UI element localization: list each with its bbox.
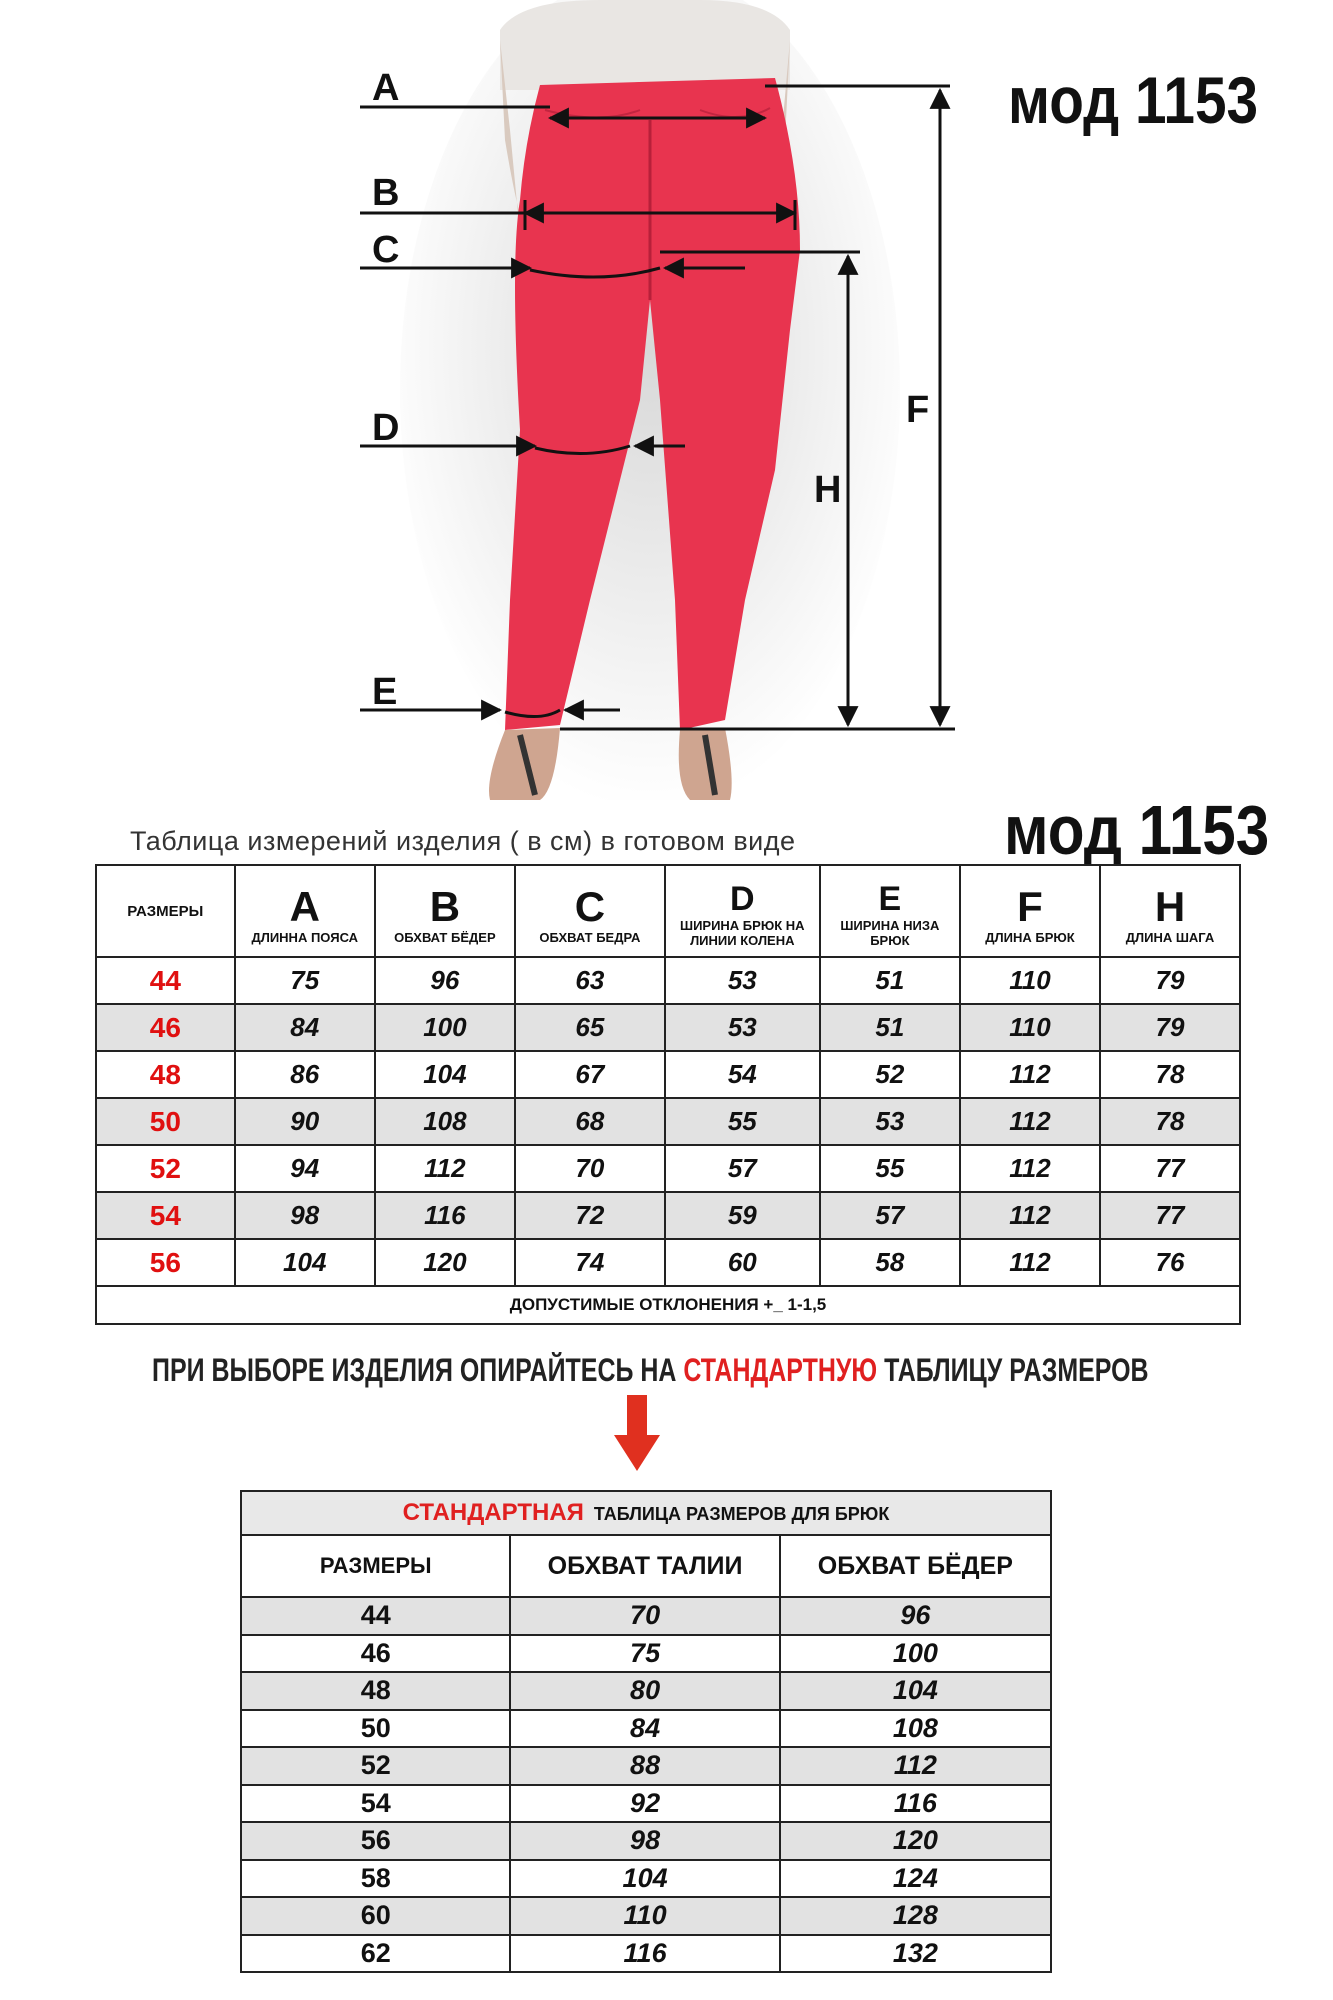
size-cell: 48 [96,1051,235,1098]
value-cell: 112 [960,1145,1100,1192]
value-cell: 108 [375,1098,515,1145]
measurement-table [95,864,1241,1325]
col-header: D ШИРИНА БРЮК НА ЛИНИИ КОЛЕНА [665,865,820,957]
value-cell: 124 [780,1860,1051,1898]
size-cell: 50 [96,1098,235,1145]
value-cell: 57 [820,1192,960,1239]
value-cell: 70 [515,1145,665,1192]
value-cell: 58 [820,1239,960,1286]
value-cell: 86 [235,1051,375,1098]
standard-size-table [240,1490,1052,1973]
value-cell: 88 [510,1747,779,1785]
value-cell: 75 [235,957,375,1004]
value-cell: 108 [780,1710,1051,1748]
label-d: D [372,407,400,449]
measurement-caption: Таблица измерений изделия ( в см) в готовом виде [130,826,796,856]
value-cell: 55 [820,1145,960,1192]
value-cell: 116 [375,1192,515,1239]
value-cell: 77 [1100,1192,1240,1239]
value-cell: 79 [1100,957,1240,1004]
standard-table-title-row [241,1491,1051,1535]
table-row [241,1897,1051,1935]
value-cell: 84 [235,1004,375,1051]
size-cell: 56 [96,1239,235,1286]
size-cell: 46 [96,1004,235,1051]
value-cell: 80 [510,1672,779,1710]
value-cell: 112 [960,1098,1100,1145]
model-label-table: мод 1153 [1004,791,1270,869]
value-cell: 104 [510,1860,779,1898]
label-c: C [372,229,400,271]
table-row [241,1710,1051,1748]
value-cell: 77 [1100,1145,1240,1192]
label-b: B [372,172,400,214]
value-cell: 53 [665,1004,820,1051]
value-cell: 53 [665,957,820,1004]
col-header: C ОБХВАТ БЕДРА [515,865,665,957]
table-row [96,1098,1240,1145]
value-cell: 104 [780,1672,1051,1710]
value-cell: 54 [665,1051,820,1098]
value-cell: 110 [510,1897,779,1935]
value-cell: 104 [235,1239,375,1286]
tolerance-note-row [96,1286,1240,1324]
value-cell: 52 [820,1051,960,1098]
table-row [241,1635,1051,1673]
measurement-header-row [96,865,1240,957]
table-row [241,1860,1051,1898]
table-row [96,1051,1240,1098]
value-cell: 116 [510,1935,779,1973]
value-cell: 96 [375,957,515,1004]
value-cell: 120 [780,1822,1051,1860]
size-cell: 44 [241,1597,510,1635]
value-cell: 53 [820,1098,960,1145]
value-cell: 112 [375,1145,515,1192]
value-cell: 51 [820,957,960,1004]
label-a: A [372,67,400,109]
value-cell: 78 [1100,1051,1240,1098]
table-row [241,1822,1051,1860]
value-cell: 112 [960,1192,1100,1239]
size-cell: 44 [96,957,235,1004]
label-h: H [814,469,842,511]
table-row [241,1935,1051,1973]
size-cell: 46 [241,1635,510,1673]
value-cell: 100 [780,1635,1051,1673]
standard-col-header: ОБХВАТ БЁДЕР [780,1535,1051,1597]
value-cell: 65 [515,1004,665,1051]
model-torso [500,0,790,90]
table-row [96,957,1240,1004]
value-cell: 55 [665,1098,820,1145]
table-row [241,1747,1051,1785]
table-row [241,1785,1051,1823]
value-cell: 116 [780,1785,1051,1823]
value-cell: 72 [515,1192,665,1239]
value-cell: 92 [510,1785,779,1823]
value-cell: 96 [780,1597,1051,1635]
size-cell: 52 [241,1747,510,1785]
value-cell: 100 [375,1004,515,1051]
value-cell: 84 [510,1710,779,1748]
value-cell: 67 [515,1051,665,1098]
table-row [96,1145,1240,1192]
value-cell: 60 [665,1239,820,1286]
col-header: B ОБХВАТ БЁДЕР [375,865,515,957]
label-f: F [906,389,930,431]
advice-text: ПРИ ВЫБОРЕ ИЗДЕЛИЯ ОПИРАЙТЕСЬ НА СТАНДАРТНУЮ ТАБЛИЦУ РАЗМЕРОВ [152,1352,1149,1388]
value-cell: 98 [510,1822,779,1860]
value-cell: 68 [515,1098,665,1145]
table-row [96,1004,1240,1051]
value-cell: 112 [780,1747,1051,1785]
size-header: РАЗМЕРЫ [96,865,235,957]
value-cell: 75 [510,1635,779,1673]
value-cell: 51 [820,1004,960,1051]
value-cell: 128 [780,1897,1051,1935]
value-cell: 110 [960,957,1100,1004]
table-row [241,1597,1051,1635]
value-cell: 74 [515,1239,665,1286]
standard-table-title: СТАНДАРТНАЯ ТАБЛИЦА РАЗМЕРОВ ДЛЯ БРЮК [241,1491,1051,1535]
value-cell: 132 [780,1935,1051,1973]
label-e: E [372,671,398,713]
col-header: E ШИРИНА НИЗА БРЮК [820,865,960,957]
value-cell: 70 [510,1597,779,1635]
value-cell: 120 [375,1239,515,1286]
value-cell: 98 [235,1192,375,1239]
standard-col-header: ОБХВАТ ТАЛИИ [510,1535,779,1597]
table-row [96,1192,1240,1239]
standard-header-row [241,1535,1051,1597]
value-cell: 78 [1100,1098,1240,1145]
value-cell: 79 [1100,1004,1240,1051]
size-cell: 62 [241,1935,510,1973]
col-header: A ДЛИННА ПОЯСА [235,865,375,957]
standard-col-header: РАЗМЕРЫ [241,1535,510,1597]
value-cell: 59 [665,1192,820,1239]
value-cell: 57 [665,1145,820,1192]
size-cell: 58 [241,1860,510,1898]
size-cell: 54 [241,1785,510,1823]
table-row [241,1672,1051,1710]
value-cell: 90 [235,1098,375,1145]
tolerance-note: ДОПУСТИМЫЕ ОТКЛОНЕНИЯ +_ 1-1,5 [96,1286,1240,1324]
size-cell: 54 [96,1192,235,1239]
value-cell: 112 [960,1051,1100,1098]
value-cell: 104 [375,1051,515,1098]
model-label-top: мод 1153 [1008,63,1259,137]
size-cell: 48 [241,1672,510,1710]
size-cell: 52 [96,1145,235,1192]
size-cell: 56 [241,1822,510,1860]
down-arrow-icon [612,1395,662,1473]
value-cell: 112 [960,1239,1100,1286]
size-cell: 60 [241,1897,510,1935]
col-header: H ДЛИНА ШАГА [1100,865,1240,957]
value-cell: 76 [1100,1239,1240,1286]
value-cell: 94 [235,1145,375,1192]
value-cell: 63 [515,957,665,1004]
table-row [96,1239,1240,1286]
size-cell: 50 [241,1710,510,1748]
col-header: F ДЛИНА БРЮК [960,865,1100,957]
value-cell: 110 [960,1004,1100,1051]
